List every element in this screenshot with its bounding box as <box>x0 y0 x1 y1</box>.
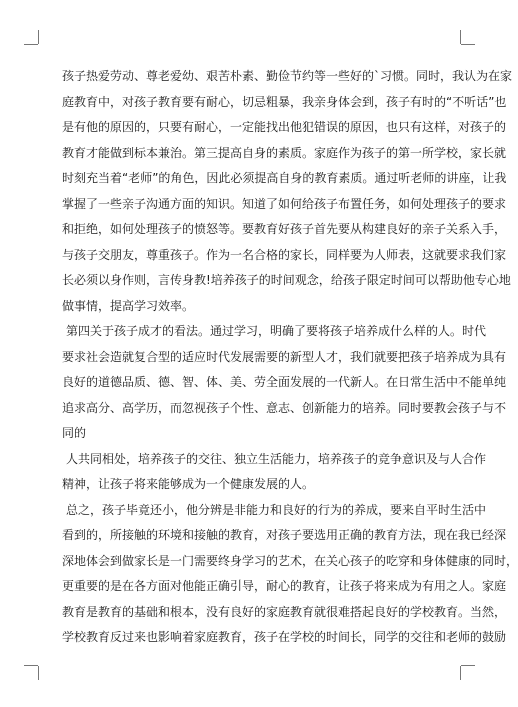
text-line: 与孩子交朋友，尊重孩子。作为一名合格的家长，同样要为人师表，这就要求我们家 <box>62 247 507 262</box>
crop-mark-top-left-horizontal <box>24 44 38 45</box>
text-line: 同的 <box>62 426 87 440</box>
text-line: 掌握了一些亲子沟通方面的知识。知道了如何给孩子布置任务，如何处理孩子的要求 <box>62 196 507 211</box>
text-line: 第四关于孩子成才的看法。通过学习，明确了要将孩子培养成什么样的人。时代 <box>66 324 487 338</box>
body-text <box>62 64 518 651</box>
crop-mark-bottom-left-vertical <box>38 666 39 680</box>
text-line: 看到的，所接触的环境和接触的教育，对孩子要选用正确的教育方法，现在我已经深 <box>62 528 507 542</box>
text-line: 人共同相处，培养孩子的交往、独立生活能力，培养孩子的竞争意识及与人合作 <box>66 451 487 466</box>
text-line: 深地体会到做家长是一门需要终身学习的艺术，在关心孩子的吃穿和身体健康的同时， <box>62 553 518 568</box>
text-line: 教育是教育的基础和根本，没有良好的家庭教育就很难搭起良好的学校教育。当然， <box>62 604 507 619</box>
text-line: 要求社会造就复合型的适应时代发展需要的新型人才，我们就要把孩子培养成为具有 <box>62 349 507 364</box>
crop-mark-top-right-horizontal <box>461 44 475 45</box>
text-line: 更重要的是在各方面对他能正确引导，耐心的教育，让孩子将来成为有用之人。家庭 <box>62 579 507 593</box>
text-line: 教育才能做到标本兼治。第三提高自身的素质。家庭作为孩子的第一所学校，家长就 <box>62 145 507 160</box>
crop-mark-bottom-right-horizontal <box>461 665 475 666</box>
text-line: 精神，让孩子将来能够成为一个健康发展的人。 <box>62 477 315 491</box>
text-line: 学校教育反过来也影响着家庭教育，孩子在学校的时间长，同学的交往和老师的鼓励 <box>62 630 507 644</box>
text-line: 做事情，提高学习效率。 <box>62 298 195 313</box>
crop-mark-top-left-vertical <box>38 30 39 44</box>
text-line: 和拒绝，如何处理孩子的愤怒等。要教育好孩子首先要从构建良好的亲子关系入手， <box>62 222 507 236</box>
text-line: 孩子热爱劳动、尊老爱幼、艰苦朴素、勤俭节约等一些好的`习惯。同时，我认为在家 <box>62 69 513 83</box>
crop-mark-top-right-vertical <box>460 30 461 44</box>
text-line: 时刻充当着“老师”的角色，因此必须提高自身的教育素质。通过听老师的讲座，让我 <box>62 171 507 185</box>
crop-mark-bottom-left-horizontal <box>24 665 38 666</box>
text-line: 良好的道德品质、德、智、体、美、劳全面发展的一代新人。在日常生活中不能单纯 <box>62 375 507 389</box>
crop-mark-bottom-right-vertical <box>460 666 461 680</box>
text-line: 长必须以身作则，言传身教!培养孩子的时间观念，给孩子限定时间可以帮助他专心地 <box>62 273 511 287</box>
text-line: 追求高分、高学历，而忽视孩子个性、意志、创新能力的培养。同时要教会孩子与不 <box>62 400 507 415</box>
text-line: 总之，孩子毕竟还小，他分辨是非能力和良好的行为的养成，要来自平时生活中 <box>66 502 487 517</box>
text-line: 庭教育中，对孩子教育要有耐心，切忌粗暴，我亲身体会到，孩子有时的“不听话”也 <box>62 94 507 109</box>
text-line: 是有他的原因的，只要有耐心，一定能找出他犯错误的原因，也只有这样，对孩子的 <box>62 120 507 134</box>
